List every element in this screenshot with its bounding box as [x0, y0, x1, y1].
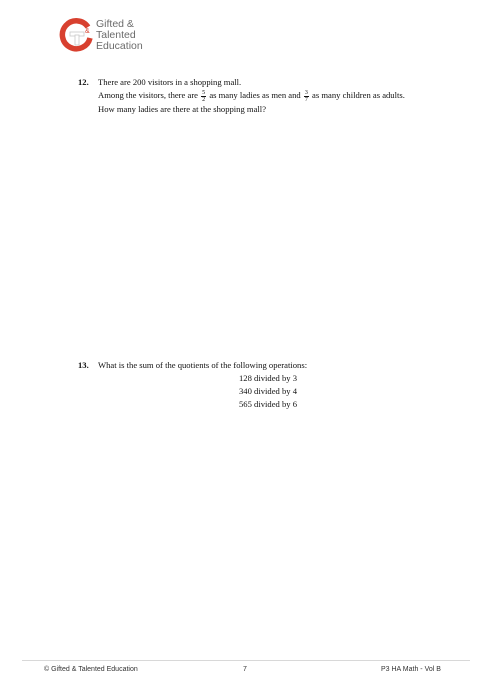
logo-line-3: Education	[96, 40, 143, 52]
question-number: 12.	[78, 77, 89, 87]
question-line	[98, 89, 438, 103]
fraction-denominator: 2	[202, 96, 206, 103]
fraction-numerator: 5	[202, 89, 206, 96]
fraction-five-halves	[201, 90, 206, 103]
logo-line-1: Gifted &	[96, 18, 134, 30]
footer-volume: P3 HA Math - Vol B	[381, 666, 441, 673]
operation-item: 128 divided by 3	[238, 373, 297, 383]
question-body	[98, 359, 438, 409]
svg-text:&: &	[85, 28, 90, 35]
question-line: What is the sum of the quotients of the following operations:	[98, 360, 308, 370]
question-number: 13.	[78, 360, 89, 370]
logo-line-2: Talented	[96, 29, 136, 41]
operations-list	[98, 372, 438, 411]
fraction-denominator: 7	[304, 96, 308, 103]
operation-item: 565 divided by 6	[238, 399, 297, 409]
fraction-numerator: 3	[304, 89, 308, 96]
fraction-three-sevenths	[304, 90, 309, 103]
operation-item: 340 divided by 4	[238, 386, 297, 396]
question-line: There are 200 visitors in a shopping mall.	[98, 77, 242, 87]
question-text: as many children as adults.	[312, 90, 405, 100]
footer-page-number: 7	[243, 666, 247, 673]
question-body	[98, 76, 438, 116]
logo-text	[96, 19, 143, 52]
question-text: Among the visitors, there are	[98, 90, 198, 100]
question-text: as many ladies as men and	[209, 90, 301, 100]
footer-divider	[22, 660, 470, 661]
logo-mark-icon	[58, 18, 94, 54]
footer-copyright: © Gifted & Talented Education	[44, 666, 138, 673]
question-line: How many ladies are there at the shopping mall?	[98, 103, 267, 114]
logo	[58, 18, 150, 58]
